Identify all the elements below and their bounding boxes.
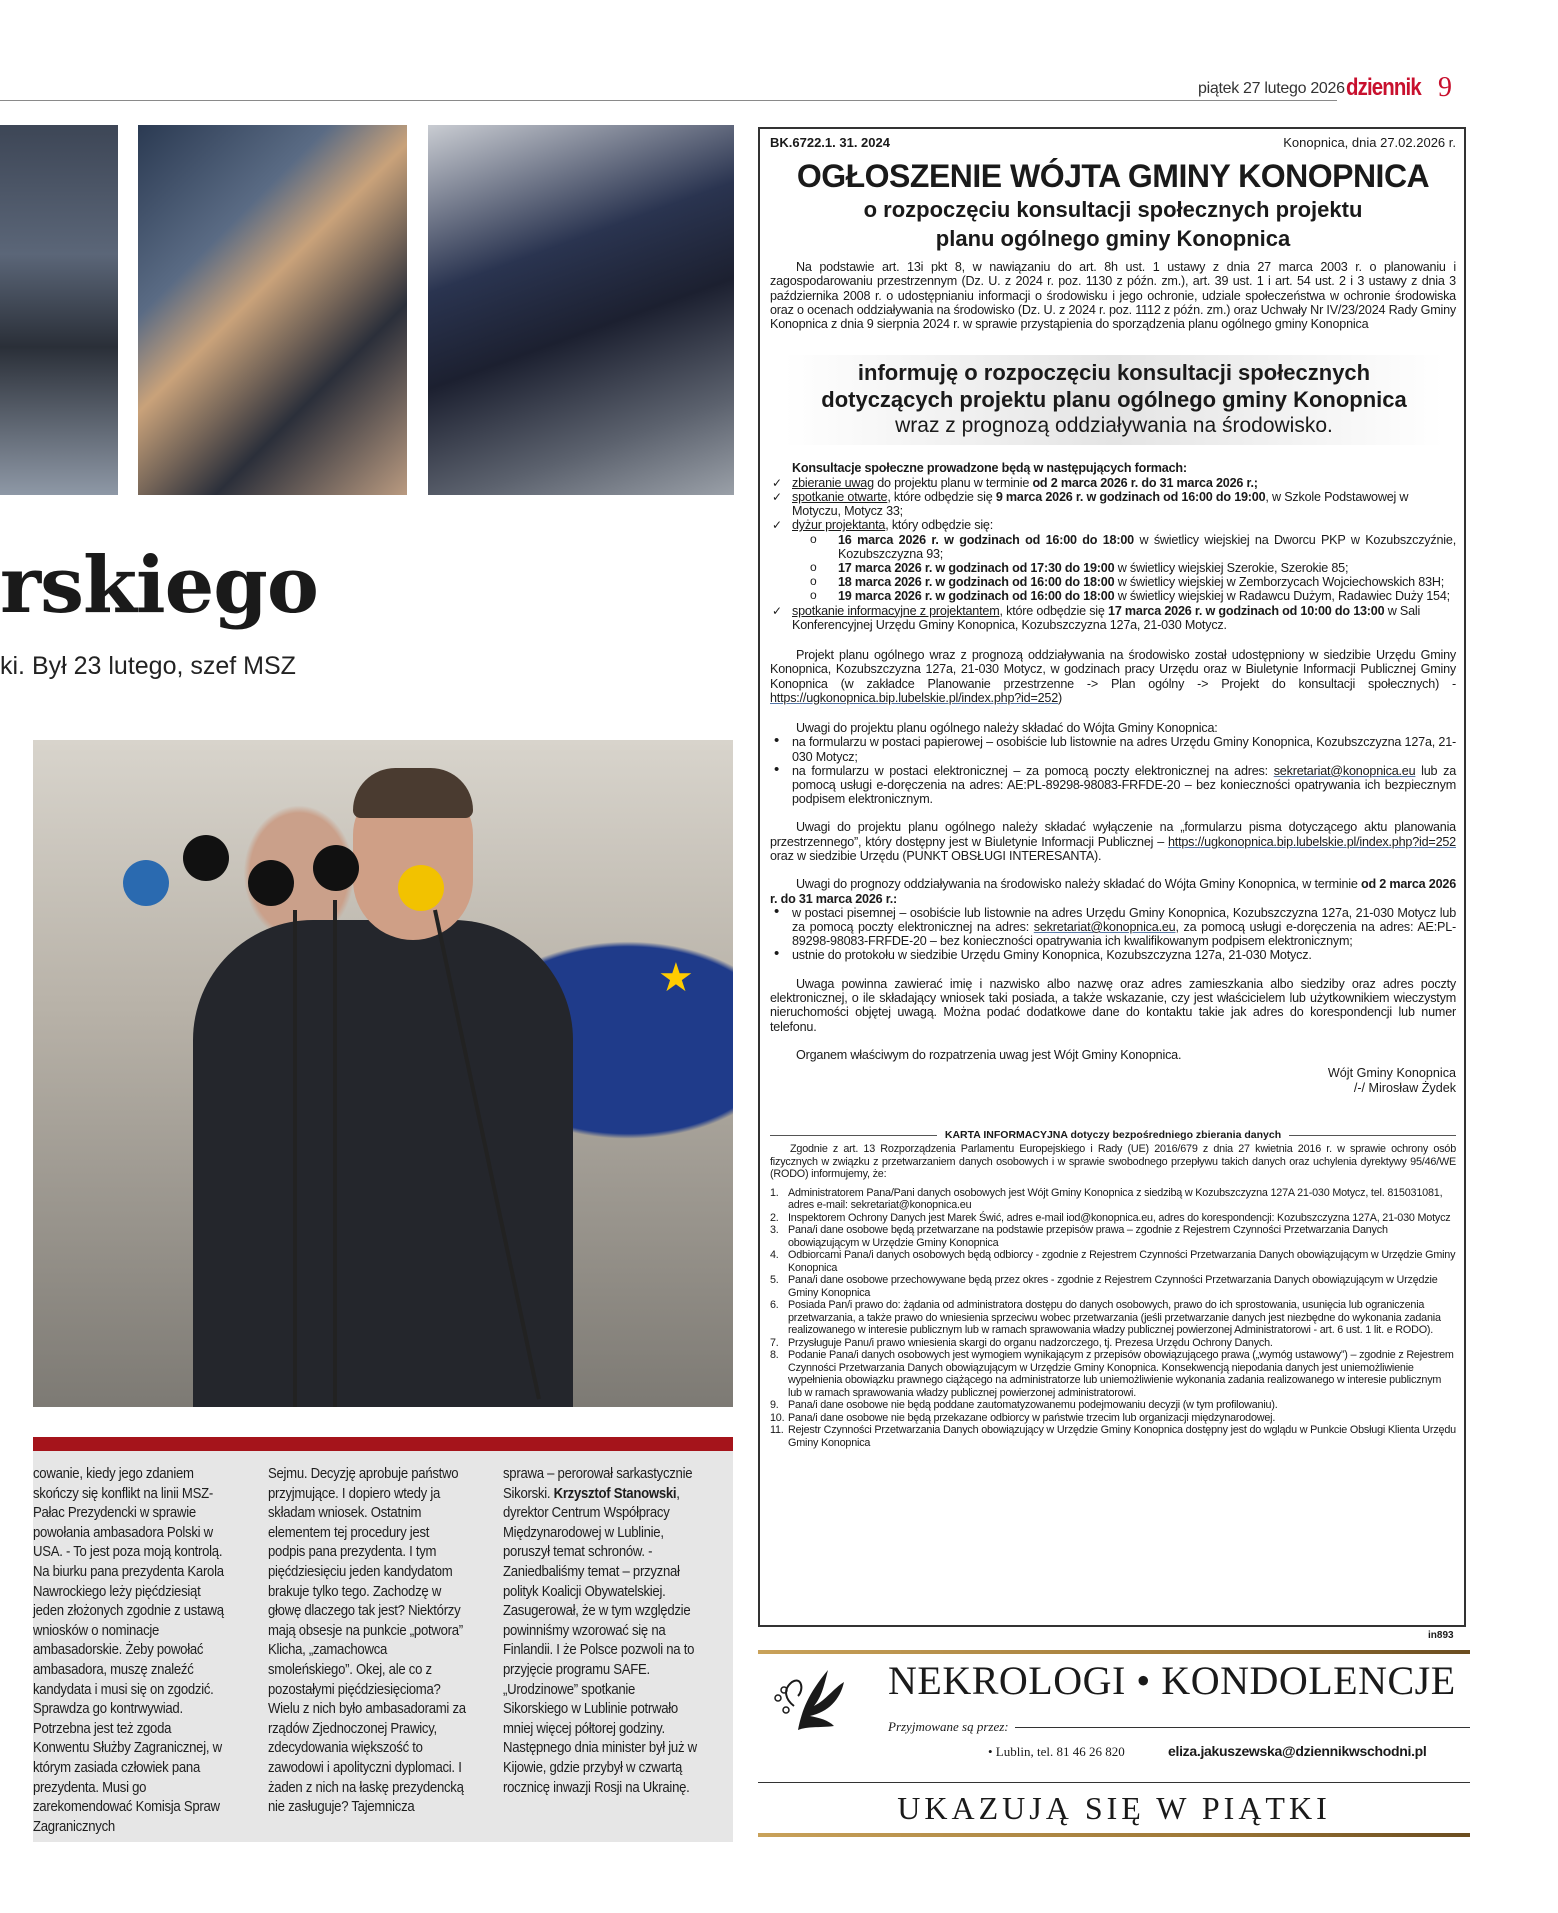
bip-link[interactable]: https://ugkonopnica.bip.lubelskie.pl/index.php?id=252 (770, 690, 1059, 705)
article-column-3 (503, 1465, 701, 1798)
karta-item: 1. Administratorem Pana/Pani danych osobowych jest Wójt Gminy Konopnica z siedzibą w Kozubszczyzna 127A 21-030 Motycz, tel. 815031081, adres e-mail: sekretariat@konopnica.eu (770, 1186, 1443, 1212)
obituaries-email-link[interactable]: eliza.jakuszewska@dziennikwschodni.pl (1168, 1743, 1427, 1759)
notice-subtitle-2: planu ogólnego gminy Konopnica (935, 226, 1291, 251)
consultation-forms (770, 461, 1456, 631)
karta-intro: Zgodnie z art. 13 Rozporządzenia Parlamentu Europejskiego i Rady (UE) 2016/679 z dnia 27 kwietnia 2016 r. w sprawie ochrony osób fizycznych w związku z przetwarzaniem danych osobowych i w sprawie swobodnego przepływu takich danych oraz uchylenia dyrektywy 95/46/WE (RODO) informujemy, że: (770, 1143, 1456, 1181)
obituaries-title: NEKROLOGI • KONDOLENCJE (888, 1658, 1456, 1703)
karta-list (770, 1187, 1456, 1450)
karta-item: 5. Pana/i dane osobowe przechowywane będą przez okres - zgodnie z Rejestrem Czynności Przetwarzania Danych obowiązującym w Urzędzie Gminy Konopnica (770, 1274, 1438, 1299)
karta-item: 2. Inspektorem Ochrony Danych jest Marek Świć, adres e-mail iod@konopnica.eu, adres do korespondencji: Kozubszczyzna 127A, 21-030 Motycz (770, 1211, 1451, 1224)
karta-item: 4. Odbiorcami Pana/i danych osobowych będą odbiorcy - zgodnie z Rejestrem Czynności Przetwarzania Danych obowiązującym w Urzędzie Gminy Konopnica (770, 1249, 1456, 1274)
microphone-icon (398, 865, 444, 911)
eu-flag-star-icon: ★ (658, 956, 694, 1000)
karta-item: 9. Pana/i dane osobowe nie będą poddane zautomatyzowanemu podejmowaniu decyzji (w tym profilowaniu). (770, 1399, 1278, 1412)
notice-place-date: Konopnica, dnia 27.02.2026 r. (1283, 135, 1456, 150)
obituaries-contact: • Lublin, tel. 81 46 26 820 (988, 1744, 1125, 1759)
check-item: ✓ spotkanie informacyjne z projektantem, które odbędzie się 17 marca 2026 r. w godzinach od 10:00 do 13:00 w Sali Konferencyjnej Urzędu Gminy Konopnica, Kozubszczyzna 127a, 21-030 Motycz. (770, 604, 1456, 632)
article-column-2 (268, 1465, 466, 1818)
handshake-photo (428, 125, 734, 495)
page-header (0, 70, 1558, 110)
karta-title: KARTA INFORMACYJNA dotyczy bezpośredniego zbierania danych (944, 1129, 1282, 1142)
notice-title: OGŁOSZENIE WÓJTA GMINY KONOPNICA (796, 158, 1430, 194)
official-notice (758, 127, 1466, 1627)
article-subheadline: ki. Był 23 lutego, szef MSZ (0, 652, 296, 680)
check-item: ✓ spotkanie otwarte, które odbędzie się 9 marca 2026 r. w godzinach od 16:00 do 19:00, w Szkole Podstawowej w Motyczu, Motycz 33; (770, 490, 1456, 518)
accepted-by-label: Przyjmowane są przez: (888, 1719, 1009, 1734)
obituaries-schedule: UKAZUJĄ SIĘ W PIĄTKI (897, 1790, 1331, 1826)
karta-item: 7. Przysługuje Panu/i prawo wniesienia skargi do organu nadzorczego, tj. Prezesa Urzędu Ochrony Danych. (770, 1336, 1273, 1349)
remarks-title: Uwagi do projektu planu ogólnego należy składać do Wójta Gminy Konopnica: (796, 721, 1218, 736)
karta-header (770, 1129, 1456, 1141)
article-text: cowanie, kiedy jego zdaniem skończy się konflikt na linii MSZ-Pałac Prezydencki w sprawie powołania ambasadora Polski w USA. - To jest poza moją kontrolą. Na biurku pana prezydenta Karola Nawrockiego leży pięćdziesiąt jeden złożonych zgodnie z ustawą wniosków o nominacje ambasadorskie. Żeby powołać ambasadora, muszę znaleźć kandydata i musi się on zgodzić. Sprawdza go kontrwywiad. Potrzebna jest też zgoda Konwentu Służby Zagranicznej, w którym zasiada człowiek pana prezydenta. Musi go zarekomendować Komisja Spraw Zagranicznych (33, 1466, 224, 1835)
email-link[interactable]: sekretariat@konopnica.eu (1273, 763, 1416, 778)
leaf-ornament-icon (768, 1660, 848, 1732)
karta-item: 3. Pana/i dane osobowe będą przetwarzane na podstawie przepisów prawa – zgodnie z Rejestrem Czynności Przetwarzania Danych obowiązującym w Urzędzie Gminy Konopnica (770, 1224, 1388, 1249)
article-text: sprawa – perorował sarkastycznie Sikorski. Krzysztof Stanowski, dyrektor Centrum Współpracy Międzynarodowej w Lublinie, poruszył temat schronów. - Zaniedbaliśmy temat – przyznał polityk Koalicji Obywatelskiej. Zasugerował, że w tym względzie powinniśmy wzorować się na Finlandii. I że Polsce pozwoli na to przyjęcie programu SAFE. „Urodzinowe” spotkanie Sikorskiego w Lublinie potrwało mniej więcej półtorej godziny. Następnego dnia minister był już w Kijowie, gdzie przybył w czwartą rocznicę inwazji Rosji na Ukrainę. (503, 1466, 697, 1796)
ad-code: in893 (1428, 1630, 1454, 1641)
duty-slots (770, 533, 1456, 604)
bullet-item: • na formularzu w postaci elektronicznej – za pomocą poczty elektronicznej na adres: sekretariat@konopnica.eu lub za pomocą usługi e-doręczenia na adres: AE:PL-89298-98083-FRFDE-20 – bez konieczności opatrywania ich bezpiecznym podpisem elektronicznym. (770, 764, 1456, 807)
highlight-line: informuję o rozpoczęciu konsultacji społecznych (857, 360, 1371, 386)
article-headline: rskiego (0, 540, 318, 631)
article-text: Sejmu. Decyzję aprobuje państwo przyjmujące. I dopiero wtedy ja składam wniosek. Ostatnim elementem tej procedury jest podpis pana prezydenta. I tym pięćdziesięciu jeden kandydatom brakuje tylko tego. Zachodzę w głowę dlaczego tak jest? Niektórzy mają obsesje na punkcie „potwora” Klicha, „zamachowca smoleńskiego”. Okej, ale co z pozostałymi pięćdziesięcioma? Wielu z nich było ambasadorami za rządów Zjednoczonej Prawicy, zdecydowania większość to zawodowi i apolityczni dyplomaci. I żaden z nich na łaskę prezydencką nie zasługuje? Tajemnicza (268, 1466, 466, 1816)
karta-item: 6. Posiada Pan/i prawo do: żądania od administratora dostępu do danych osobowych, prawo do ich sprostowania, usunięcia lub ograniczenia przetwarzania, a także prawo do wniesienia sprzeciwu wobec przetwarzania (jeśli przetwarzanie danych jest niezbędne do wykonania zadania realizowanego w interesie publicznym lub w ramach sprawowania władzy publicznej powierzonej Administratorowi - art. 6 ust. 1 lit. e RODO). (770, 1299, 1441, 1337)
content-note: Uwaga powinna zawierać imię i nazwisko albo nazwę oraz adres zamieszkania albo siedziby oraz adres poczty elektronicznej, o ile składający wniosek taki posiada, a także wskazanie, czy jest właścicielem lub użytkownikiem wieczystym nieruchomości objętej uwagą. Można podać dodatkowe dane do kontaktu takie jak adres do korespondencji lub numer telefonu. (770, 976, 1456, 1034)
email-link[interactable]: sekretariat@konopnica.eu (1033, 920, 1176, 935)
issue-date: piątek 27 lutego 2026 (1198, 80, 1345, 97)
mic-stand (333, 900, 337, 1407)
bullet-item: • na formularzu w postaci papierowej – osobiście lub listownie na adres Urzędu Gminy Konopnica, Kozubszczyzna 127a, 21-030 Motycz; (770, 735, 1456, 763)
karta-item: 8. Podanie Pana/i danych osobowych jest wymogiem wynikającym z przepisów obowiązującego prawa („wymóg ustawowy”) – zgodnie z Rejestrem Czynności Przetwarzania Danych obowiązującym w Urzędzie Gminy Konopnica. Konsekwencją niepodania danych jest uniemożliwienie wypełnienia obowiązku prawnego ciążącego na administratorze lub uniemożliwienie wykonania zadania realizowanego w interesie publicznym lub w ramach sprawowania władzy publicznej powierzonej administratorowi. (770, 1349, 1454, 1399)
notice-reference: BK.6722.1. 31. 2024 (770, 135, 890, 150)
laughing-attendees-photo (138, 125, 407, 495)
signature-title: Wójt Gminy Konopnica (1327, 1066, 1456, 1081)
signature-name: /-/ Mirosław Żydek (1353, 1080, 1456, 1095)
article-body (33, 1451, 733, 1842)
highlight-line: wraz z prognozą oddziaływania na środowisko. (895, 414, 1333, 438)
speaker-suit (193, 920, 573, 1407)
check-item: ✓ zbieranie uwag do projektu planu w terminie od 2 marca 2026 r. do 31 marca 2026 r.; (770, 476, 1456, 490)
forecast-items (770, 906, 1456, 963)
microphone-icon (183, 835, 229, 881)
gold-divider (758, 1650, 1470, 1654)
sikorski-press-conference-photo (33, 740, 733, 1407)
check-item: ✓ dyżur projektanta, który odbędzie się: (770, 518, 1456, 532)
article-column-1 (33, 1465, 231, 1837)
karta-body (770, 1143, 1456, 1449)
notice-subtitle-1: o rozpoczęciu konsultacji społecznych projektu (863, 197, 1363, 222)
conference-audience-photo (0, 125, 118, 495)
bullet-item: • w postaci pisemnej – osobiście lub listownie na adres Urzędu Gminy Konopnica, Kozubszczyzna 127a, 21-030 Motycz lub za pomocą poczty elektronicznej na adres: sekretariat@konopnica.eu, za pomocą usługi e-doręczenia na adres: AE:PL-89298-98083-FRFDE-20 – bez konieczności opatrywania ich kwalifikowanym podpisem elektronicznym; (770, 906, 1456, 949)
legal-basis: Na podstawie art. 13i pkt 8, w nawiązaniu do art. 8h ust. 1 ustawy z dnia 27 marca 2003 r. o planowaniu i zagospodarowaniu przestrzennym (Dz. U. z 2024 r. poz. 1130 z późn. zm.), art. 39 ust. 1 i art. 54 ust. 2 i 3 ustawy z dnia 3 października 2008 r. o udostępnianiu informacji o środowisku i jego ochronie, udziale społeczeństwa w ochronie środowiska oraz o ocenach oddziaływania na środowisko (Dz. U. z 2024 r. poz. 1112 z późn. zm.) oraz Uchwały Nr IV/23/2024 Rady Gminy Konopnica z dnia 9 sierpnia 2024 r. w sprawie przystąpienia do sporządzenia planu ogólnego gminy Konopnica (770, 260, 1456, 332)
karta-item: 10. Pana/i dane osobowe nie będą przekazane odbiorcy w państwie trzecim lub organizacji międzynarodowej. (770, 1411, 1276, 1424)
authority-note: Organem właściwym do rozpatrzenia uwag jest Wójt Gminy Konopnica. (796, 1047, 1182, 1062)
duty-slot: o 16 marca 2026 r. w godzinach od 16:00 do 18:00 w świetlicy wiejskiej na Dworcu PKP w Kozubszczyźnie, Kozubszczyzna 93; (810, 533, 1456, 561)
microphone-icon (313, 845, 359, 891)
page-number: 9 (1438, 72, 1452, 103)
form-note: Uwagi do projektu planu ogólnego należy składać wyłączenie na „formularzu pisma dotyczącego aktu planowania przestrzennego”, który dostępny jest w Biuletynie Informacji Publicznej – https://ugkonopnica.bip.lubelskie.pl/index.php?id=252 oraz w siedzibie Urzędu (PUNKT OBSŁUGI INTERESANTA). (770, 820, 1456, 863)
duty-slot: o 17 marca 2026 r. w godzinach od 17:30 do 19:00 w świetlicy wiejskiej Szerokie, Szerokie 85; (810, 561, 1456, 575)
person-name: Krzysztof Stanowski (553, 1485, 677, 1502)
remarks-section (770, 721, 1456, 806)
notice-highlight (784, 355, 1444, 445)
bullet-item: • ustnie do protokołu w siedzibie Urzędu Gminy Konopnica, Kozubszczyzna 127a, 21-030 Motycz. (770, 948, 1456, 962)
karta-item: 11. Rejestr Czynności Przetwarzania Danych obowiązujący w Urzędzie Gminy Konopnica dostępny jest do wglądu w Punkcie Obsługi Klienta Urzędu Gminy Konopnica (770, 1424, 1456, 1449)
forms-title: Konsultacje społeczne prowadzone będą w następujących formach: (792, 461, 1187, 476)
microphone-icon (123, 860, 169, 906)
obituaries-accepted-by (888, 1719, 1470, 1735)
speaker-hair (353, 768, 473, 818)
availability-paragraph: Projekt planu ogólnego wraz z prognozą oddziaływania na środowisko został udostępniony w siedzibie Urzędu Gminy Konopnica, Kozubszczyzna 127a, 21-030 Motycz, w godzinach pracy Urzędu oraz w Biuletynie Informacji Publicznej Gminy Konopnica (w zakładce Planowanie przestrzenne -> Plan ogólny -> Projekt do konsultacji społecznych) - https://ugkonopnica.bip.lubelskie.pl/index.php?id=252) (770, 647, 1456, 705)
forecast-intro: Uwagi do prognozy oddziaływania na środowisko należy składać do Wójta Gminy Konopnica, w terminie od 2 marca 2026 r. do 31 marca 2026 r.: (770, 877, 1456, 906)
highlight-line: dotyczących projektu planu ogólnego gminy Konopnica (821, 387, 1407, 413)
header-rule (0, 100, 1337, 101)
duty-slot: o 18 marca 2026 r. w godzinach od 16:00 do 18:00 w świetlicy wiejskiej w Zemborzycach Wojciechowskich 83H; (810, 575, 1456, 589)
gold-divider (758, 1833, 1470, 1837)
microphone-icon (248, 860, 294, 906)
duty-slot: o 19 marca 2026 r. w godzinach od 16:00 do 18:00 w świetlicy wiejskiej w Radawcu Dużym, Radawiec Duży 154; (810, 589, 1456, 603)
signature (770, 1066, 1456, 1095)
bip-link[interactable]: https://ugkonopnica.bip.lubelskie.pl/index.php?id=252 (1167, 834, 1456, 849)
newspaper-logo: dziennik (1346, 74, 1421, 101)
mic-stand (293, 910, 297, 1407)
article-accent-bar (33, 1437, 733, 1451)
divider (758, 1782, 1470, 1783)
